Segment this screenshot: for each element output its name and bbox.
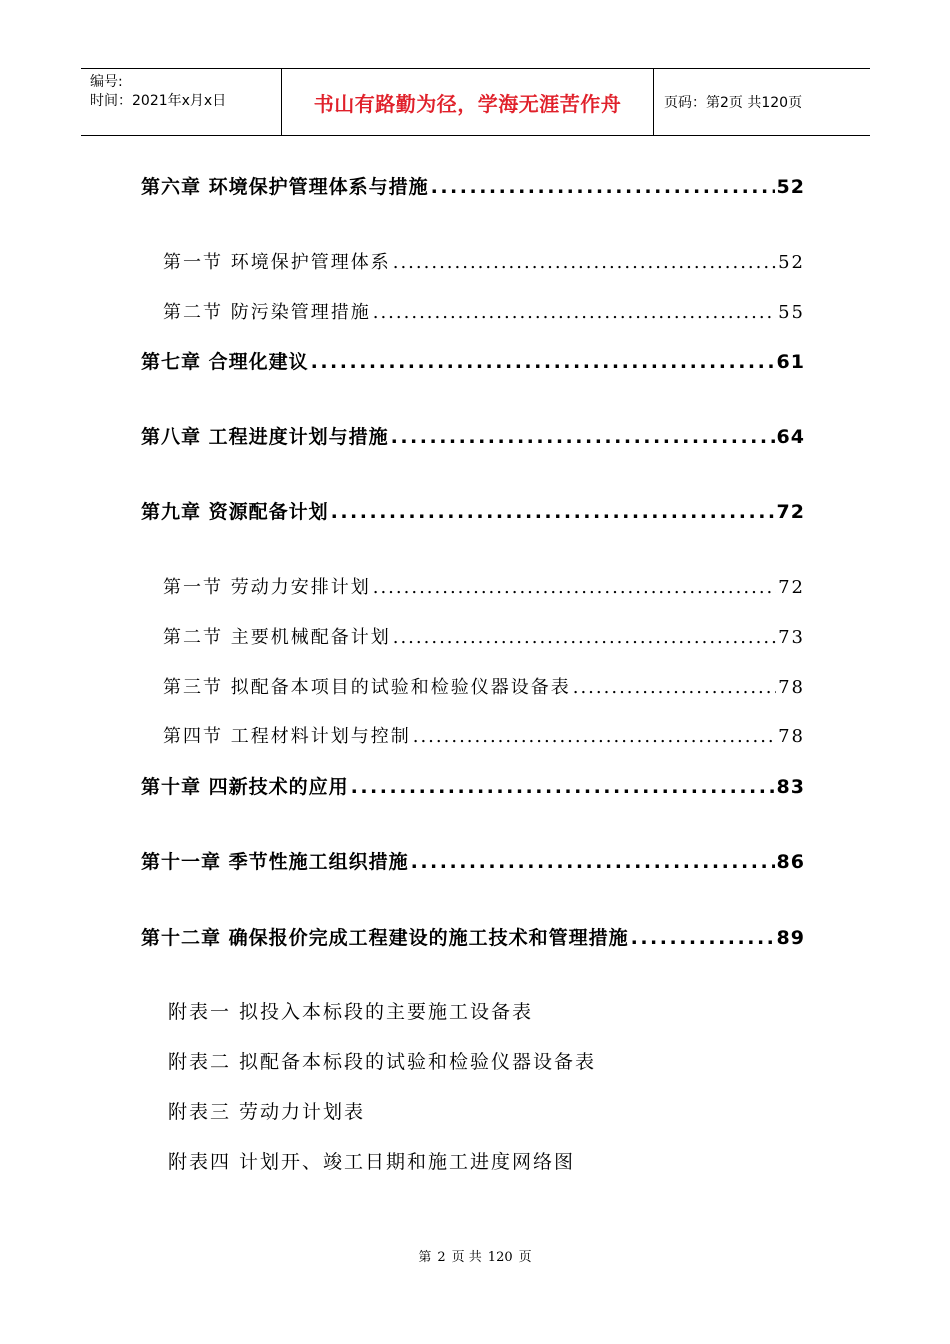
footer-page-number: 2 <box>437 1250 446 1265</box>
toc-label: 第二节 防污染管理措施 <box>163 302 371 323</box>
toc-page-number: 64 <box>776 426 805 448</box>
toc-entry-section[interactable] <box>163 623 805 649</box>
toc-entry-chapter-9[interactable] <box>141 497 805 524</box>
document-number-label: 编号: <box>90 74 123 90</box>
toc-leader-dots <box>431 176 775 198</box>
toc-label: 第二节 主要机械配备计划 <box>163 627 391 648</box>
toc-label: 第六章 环境保护管理体系与措施 <box>141 176 429 198</box>
toc-leader-dots <box>573 677 776 698</box>
toc-label: 第十二章 确保报价完成工程建设的施工技术和管理措施 <box>141 927 629 949</box>
footer-mid: 页 共 <box>451 1250 482 1265</box>
header-page-info: 页码：第2页 共120页 <box>664 95 803 111</box>
toc-entry-chapter-12[interactable] <box>141 923 805 950</box>
toc-leader-dots <box>373 577 776 598</box>
header-motto: 书山有路勤为径，学海无涯苦作舟 <box>282 69 654 135</box>
toc-entry-section[interactable] <box>163 298 805 324</box>
toc-entry-section[interactable] <box>163 673 805 699</box>
toc-entry-chapter-10[interactable] <box>141 772 805 799</box>
toc-page-number: 78 <box>778 726 805 747</box>
toc-entry-section[interactable] <box>163 722 805 748</box>
toc-page-number: 86 <box>776 851 805 873</box>
toc-page-number: 78 <box>778 677 805 698</box>
toc-entry-section[interactable] <box>163 573 805 599</box>
toc-entry-chapter-7[interactable] <box>141 347 805 374</box>
footer-prefix: 第 <box>418 1250 432 1265</box>
toc-leader-dots <box>373 302 776 323</box>
toc-label: 第四节 工程材料计划与控制 <box>163 726 411 747</box>
toc-page-number: 61 <box>776 351 805 373</box>
toc-label: 第一节 环境保护管理体系 <box>163 252 391 273</box>
toc-page-number: 72 <box>776 501 805 523</box>
toc-entry-chapter-8[interactable] <box>141 422 805 449</box>
toc-leader-dots <box>413 726 776 747</box>
toc-page-number: 83 <box>776 776 805 798</box>
toc-leader-dots <box>411 851 775 873</box>
toc-page-number: 52 <box>776 176 805 198</box>
header-meta <box>81 69 282 135</box>
toc-entry-chapter-6[interactable] <box>141 172 805 199</box>
toc-leader-dots <box>391 426 775 448</box>
toc-label: 第三节 拟配备本项目的试验和检验仪器设备表 <box>163 677 571 698</box>
page-footer <box>0 1246 950 1265</box>
footer-suffix: 页 <box>518 1250 532 1265</box>
appendix-item: 附表三 劳动力计划表 <box>168 1101 366 1123</box>
document-time-label: 时间：2021年x月x日 <box>90 93 227 109</box>
toc-leader-dots <box>393 627 776 648</box>
toc-page-number: 89 <box>776 927 805 949</box>
toc-leader-dots <box>631 927 775 949</box>
appendix-item: 附表二 拟配备本标段的试验和检验仪器设备表 <box>168 1051 597 1073</box>
toc-entry-section[interactable] <box>163 248 805 274</box>
toc-leader-dots <box>331 501 775 523</box>
page-header <box>81 68 870 136</box>
toc-leader-dots <box>393 252 776 273</box>
appendix-item: 附表四 计划开、竣工日期和施工进度网络图 <box>168 1151 576 1173</box>
toc-label: 第十一章 季节性施工组织措施 <box>141 851 409 873</box>
appendix-item: 附表一 拟投入本标段的主要施工设备表 <box>168 1001 534 1023</box>
toc-label: 第九章 资源配备计划 <box>141 501 329 523</box>
toc-page-number: 52 <box>778 252 805 273</box>
toc-label: 第一节 劳动力安排计划 <box>163 577 371 598</box>
toc-leader-dots <box>311 351 775 373</box>
toc-label: 第八章 工程进度计划与措施 <box>141 426 389 448</box>
toc-label: 第十章 四新技术的应用 <box>141 776 349 798</box>
toc-page-number: 72 <box>778 577 805 598</box>
footer-total-pages: 120 <box>487 1250 513 1265</box>
toc-page-number: 55 <box>778 302 805 323</box>
toc-leader-dots <box>351 776 775 798</box>
toc-label: 第七章 合理化建议 <box>141 351 309 373</box>
toc-page-number: 73 <box>778 627 805 648</box>
toc-entry-chapter-11[interactable] <box>141 847 805 874</box>
